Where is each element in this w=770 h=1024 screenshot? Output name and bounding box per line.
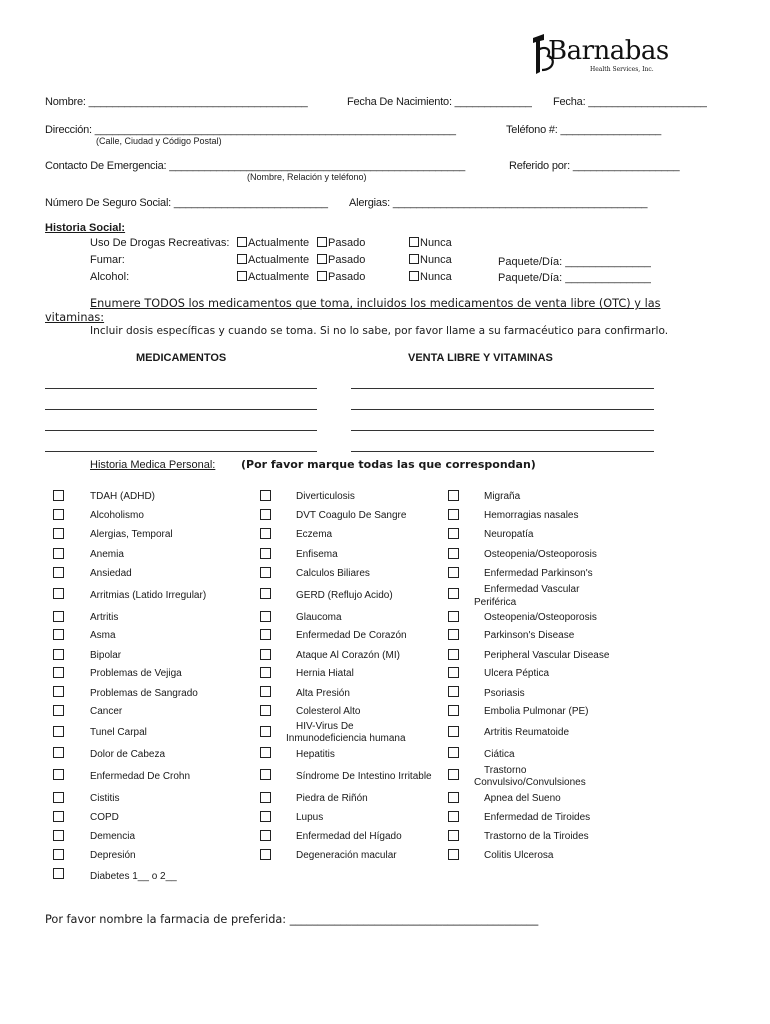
checkbox-icon[interactable] [448,629,459,640]
contacto-emergencia-field[interactable]: Contacto De Emergencia: __________________________________________________ [45,160,466,172]
checkbox-icon[interactable] [448,528,459,539]
medication-line[interactable] [45,388,317,389]
checkbox-icon[interactable] [237,254,247,264]
fumar-nunca-option[interactable]: Nunca [409,254,452,266]
condition-label: Ulcera Péptica [484,668,550,679]
checkbox-icon[interactable] [448,588,459,599]
checkbox-icon[interactable] [448,509,459,520]
alcohol-paquete-field[interactable]: Paquete/Día: ______________ [498,272,651,284]
condition-label: Enfermedad De Corazón [296,630,407,641]
alergias-field[interactable]: Alergias: ___________________________________________ [349,197,648,209]
medicamentos-header: MEDICAMENTOS [136,352,227,364]
alcohol-label: Alcohol: [90,271,130,283]
checkbox-icon[interactable] [260,567,271,578]
checkbox-icon[interactable] [260,705,271,716]
checkbox-icon[interactable] [448,667,459,678]
condition-label: Enfermedad Parkinson's [484,568,593,579]
checkbox-icon[interactable] [53,649,64,660]
nombre-field[interactable]: Nombre: _____________________________________ [45,96,308,108]
alcohol-nunca-option[interactable]: Nunca [409,271,452,283]
condition-label: Hepatitis [296,749,335,760]
checkbox-icon[interactable] [260,830,271,841]
condition-label-cont: Inmunodeficiencia humana [286,733,406,744]
condition-label: Cistitis [90,793,120,804]
checkbox-icon[interactable] [317,237,327,247]
condition-label: Problemas de Sangrado [90,688,198,699]
checkbox-icon[interactable] [237,237,247,247]
checkbox-icon[interactable] [448,792,459,803]
otc-line[interactable] [351,388,654,389]
condition-label: Arritmias (Latido Irregular) [90,590,207,601]
condition-label: Enfisema [296,549,338,560]
condition-label: Cancer [90,706,123,717]
condition-label: Enfermedad De Crohn [90,771,191,782]
condition-label: Bipolar [90,650,122,661]
checkbox-icon[interactable] [260,667,271,678]
condition-label: Hemorragias nasales [484,510,579,521]
medication-line[interactable] [45,451,317,452]
condition-label: Ataque Al Corazón (MI) [296,650,400,661]
checkbox-icon[interactable] [448,611,459,622]
checkbox-icon[interactable] [260,629,271,640]
drogas-nunca-option[interactable]: Nunca [409,237,452,249]
condition-label: Psoriasis [484,688,525,699]
condition-label: COPD [90,812,119,823]
checkbox-icon[interactable] [409,237,419,247]
direccion-field[interactable]: Dirección: _____________________________________________________________ [45,124,456,136]
meds-instruction: Enumere TODOS los medicamentos que toma, incluidos los medicamentos de venta libre (OTC) y las [90,297,661,310]
condition-label: Dolor de Cabeza [90,749,166,760]
condition-label: Artritis Reumatoide [484,727,570,738]
seguro-social-field[interactable]: Número De Seguro Social: __________________________ [45,197,328,209]
checkbox-icon[interactable] [53,726,64,737]
drogas-actualmente-option[interactable]: Actualmente [237,237,309,249]
checkbox-icon[interactable] [260,509,271,520]
referido-field[interactable]: Referido por: __________________ [509,160,680,172]
checkbox-icon[interactable] [53,686,64,697]
condition-label: Peripheral Vascular Disease [484,650,610,661]
condition-label: GERD (Reflujo Acido) [296,590,393,601]
checkbox-icon[interactable] [448,726,459,737]
condition-label: Anemia [90,549,124,560]
checkbox-icon[interactable] [53,548,64,559]
condition-label: Eczema [296,529,333,540]
checkbox-icon[interactable] [260,548,271,559]
historia-medica-title: Historia Medica Personal: [90,459,216,471]
checkbox-icon[interactable] [53,769,64,780]
condition-label: Alta Presión [296,688,350,699]
condition-label: Osteopenia/Osteoporosis [484,612,597,623]
condition-label: Colitis Ulcerosa [484,850,554,861]
alcohol-actualmente-option[interactable]: Actualmente [237,271,309,283]
checkbox-icon[interactable] [260,649,271,660]
condition-label: Glaucoma [296,612,342,623]
condition-label: DVT Coagulo De Sangre [296,510,407,521]
checkbox-icon[interactable] [260,747,271,758]
checkbox-icon[interactable] [448,686,459,697]
fumar-label: Fumar: [90,254,125,266]
fumar-paquete-field[interactable]: Paquete/Día: ______________ [498,256,651,268]
condition-label: Demencia [90,831,136,842]
checkbox-icon[interactable] [53,868,64,879]
condition-label-cont: Convulsivo/Convulsiones [474,777,586,788]
medication-line[interactable] [45,409,317,410]
checkbox-icon[interactable] [53,611,64,622]
condition-label: Problemas de Vejiga [90,668,182,679]
checkbox-icon[interactable] [260,528,271,539]
condition-label: Alcoholismo [90,510,144,521]
condition-label: HIV-Virus De [296,721,354,732]
condition-label: Depresión [90,850,136,861]
condition-label-cont: Periférica [474,597,517,608]
condition-label: Colesterol Alto [296,706,361,717]
condition-label: Artritis [90,612,119,623]
condition-label: Neuropatía [484,529,534,540]
checkbox-icon[interactable] [448,548,459,559]
logo-name: Barnabas [548,36,669,66]
fecha-field[interactable]: Fecha: ____________________ [553,96,707,108]
checkbox-icon[interactable] [53,811,64,822]
checkbox-icon[interactable] [53,849,64,860]
meds-instruction-cont: vitaminas: [45,311,105,324]
condition-label: Ansiedad [90,568,132,579]
fecha-nacimiento-field[interactable]: Fecha De Nacimiento: _____________ [347,96,532,108]
checkbox-icon[interactable] [53,567,64,578]
checkbox-icon[interactable] [409,254,419,264]
checkbox-icon[interactable] [260,792,271,803]
condition-label: Calculos Biliares [296,568,370,579]
meds-instruction-2: Incluir dosis específicas y cuando se toma. Si no lo sabe, por favor llame a su farmacéutico para confirmarlo. [90,325,669,337]
checkbox-icon[interactable] [53,509,64,520]
historia-social-title: Historia Social: [45,222,126,234]
checkbox-icon[interactable] [260,588,271,599]
checkbox-icon[interactable] [53,528,64,539]
contacto-hint: (Nombre, Relación y teléfono) [247,172,367,182]
telefono-field[interactable]: Teléfono #: _________________ [506,124,662,136]
drogas-label: Uso De Drogas Recreativas: [90,237,230,249]
condition-label: Síndrome De Intestino Irritable [296,771,432,782]
checkbox-icon[interactable] [448,849,459,860]
condition-label: Hernia Hiatal [296,668,354,679]
condition-label: Alergias, Temporal [90,529,173,540]
condition-label: Trastorno [484,765,527,776]
direccion-hint: (Calle, Ciudad y Código Postal) [96,136,222,146]
condition-label: Apnea del Sueno [484,793,561,804]
condition-label: Diverticulosis [296,491,355,502]
checkbox-icon[interactable] [448,830,459,841]
checkbox-icon[interactable] [53,830,64,841]
condition-label: Migraña [484,491,521,502]
condition-label: Piedra de Riñón [296,793,368,804]
checkbox-icon[interactable] [448,490,459,501]
checkbox-icon[interactable] [260,490,271,501]
condition-label: Tunel Carpal [90,727,147,738]
fumar-pasado-option[interactable]: Pasado [317,254,365,266]
condition-label: Parkinson's Disease [484,630,575,641]
alcohol-pasado-option[interactable]: Pasado [317,271,365,283]
farmacia-field[interactable]: Por favor nombre la farmacia de preferida: ____________________________________________ [45,913,539,926]
checkbox-icon[interactable] [53,705,64,716]
checkbox-icon[interactable] [448,769,459,780]
condition-label: Ciática [484,749,515,760]
venta-libre-header: VENTA LIBRE Y VITAMINAS [408,352,553,364]
condition-label: Trastorno de la Tiroides [484,831,589,842]
condition-label: Osteopenia/Osteoporosis [484,549,597,560]
condition-label: Enfermedad Vascular [484,584,580,595]
checkbox-icon[interactable] [260,726,271,737]
checkbox-icon[interactable] [317,254,327,264]
checkbox-icon[interactable] [260,686,271,697]
checkbox-icon[interactable] [53,792,64,803]
checkbox-icon[interactable] [448,649,459,660]
checkbox-icon[interactable] [53,629,64,640]
otc-line[interactable] [351,451,654,452]
condition-label: Enfermedad de Tiroides [484,812,591,823]
historia-medica-subtitle: (Por favor marque todas las que correspondan) [241,458,536,471]
checkbox-icon[interactable] [53,667,64,678]
condition-label: Degeneración macular [296,850,397,861]
fumar-actualmente-option[interactable]: Actualmente [237,254,309,266]
condition-label: Enfermedad del Hígado [296,831,402,842]
condition-label: Asma [90,630,116,641]
checkbox-icon[interactable] [53,490,64,501]
medication-line[interactable] [45,430,317,431]
checkbox-icon[interactable] [317,271,327,281]
checkbox-icon[interactable] [260,811,271,822]
checkbox-icon[interactable] [260,849,271,860]
checkbox-icon[interactable] [409,271,419,281]
checkbox-icon[interactable] [53,747,64,758]
checkbox-icon[interactable] [448,567,459,578]
checkbox-icon[interactable] [260,611,271,622]
logo-subtitle: Health Services, Inc. [590,66,654,73]
checkbox-icon[interactable] [448,747,459,758]
checkbox-icon[interactable] [237,271,247,281]
drogas-pasado-option[interactable]: Pasado [317,237,365,249]
checkbox-icon[interactable] [448,811,459,822]
condition-label: TDAH (ADHD) [90,491,155,502]
barnabas-logo [530,32,669,78]
condition-label: Lupus [296,812,324,823]
checkbox-icon[interactable] [448,705,459,716]
checkbox-icon[interactable] [260,769,271,780]
condition-label: Diabetes 1__ o 2__ [90,871,177,882]
condition-label: Embolia Pulmonar (PE) [484,706,589,717]
checkbox-icon[interactable] [53,588,64,599]
otc-line[interactable] [351,430,654,431]
otc-line[interactable] [351,409,654,410]
